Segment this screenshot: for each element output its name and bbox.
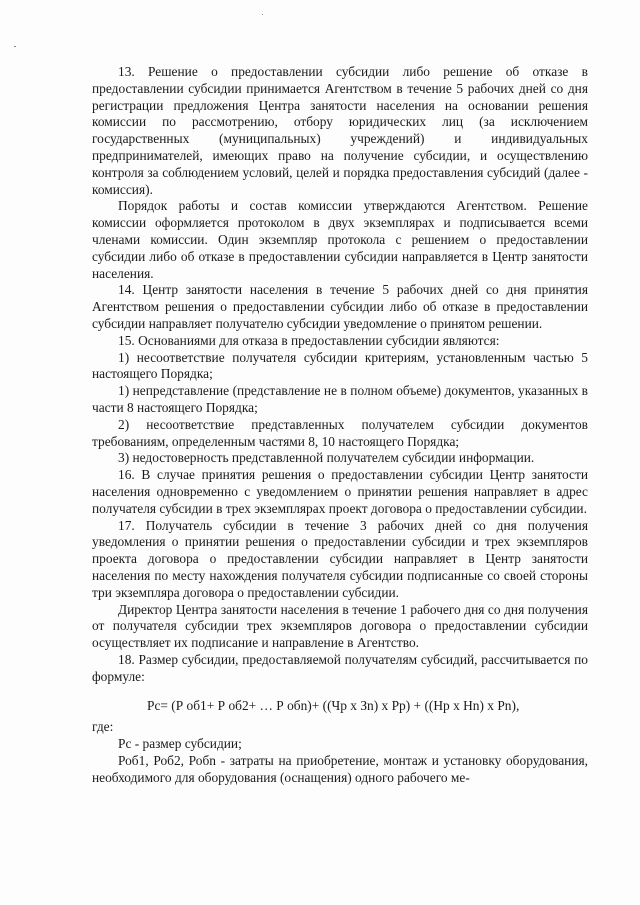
paragraph-16: 16. В случае принятия решения о предоставлении субсидии Центр занятости населения одновременно с уведомлением о принятии решения направляет в адрес получателя субсидии в трех экземплярах проект договора о предоставлении субсидии. — [92, 467, 588, 516]
paragraph-15: 15. Основаниями для отказа в предоставлении субсидии являются: — [118, 332, 500, 348]
scan-speck — [262, 14, 263, 15]
paragraph-18: 18. Размер субсидии, предоставляемой получателям субсидий, рассчитывается по формуле: — [92, 651, 588, 684]
paragraph-commission: Порядок работы и состав комиссии утверждаются Агентством. Решение комиссии оформляется протоколом в двух экземплярах и подписывается всеми членами комиссии. Один экземпляр протокола с решением о предоставлении субсидии либо об отказе в предоставлении субсидии направляется в Центр занятости населения. — [92, 198, 588, 281]
scan-speck — [14, 46, 16, 47]
list-item-2: 2) несоответствие представленных получателем субсидии документов требованиям, определенным частями 8, 10 настоящего Порядка; — [92, 416, 588, 449]
subsidy-formula: Рс= (Р об1+ Р об2+ … Р обn)+ ((Чр х Зn) х Рр) + ((Нр х Нn) х Рn), — [147, 698, 520, 714]
paragraph-director: Директор Центра занятости населения в течение 1 рабочего дня со дня получения от получателя субсидии трех экземпляров договора о предоставлении субсидии осуществляет их подписание и направление в Агентство. — [92, 601, 588, 651]
definition-rs: Рс - размер субсидии; — [118, 736, 242, 752]
paragraph-14: 14. Центр занятости населения в течение 5 рабочих дней со дня принятия Агентством решения о предоставлении субсидии либо об отказе в предоставлении субсидии направляет получателю субсидии уведомление о принятом решении. — [92, 282, 588, 331]
list-item-1a: 1) несоответствие получателя субсидии критериям, установленным частью 5 настоящего Порядка; — [92, 349, 588, 382]
paragraph-13: 13. Решение о предоставлении субсидии либо решение об отказе в предоставлении субсидии принимается Агентством в течение 5 рабочих дней со дня регистрации предложения Центра занятости населения на основании решения комиссии по рассмотрению, отбору юридических лиц (за исключением государственных (муниципальных) учреждений) и индивидуальных предпринимателей, имеющих право на получение субсидии, и осуществлению контроля за соблюдением условий, целей и порядка предоставления субсидий (далее - комиссия). — [92, 64, 588, 197]
paragraph-17: 17. Получатель субсидии в течение 3 рабочих дней со дня получения уведомления о принятии решения о предоставлении субсидии и трех экземпляров проекта договора о предоставлении субсидии направляет в Центр занятости населения по месту нахождения получателя субсидии подписанные со своей стороны три экземпляра договора о предоставлении субсидии. — [92, 517, 588, 600]
list-item-1b: 1) непредставление (представление не в полном объеме) документов, указанных в части 8 настоящего Порядка; — [92, 383, 588, 415]
document-body — [92, 64, 588, 786]
list-item-3: 3) недостоверность представленной получателем субсидии информации. — [118, 450, 535, 466]
formula-where: где: — [92, 719, 114, 735]
definition-rob: Роб1, Роб2, Робn - затраты на приобретение, монтаж и установку оборудования, необходимого для оборудования (оснащения) одного рабочего ме- — [92, 752, 588, 785]
